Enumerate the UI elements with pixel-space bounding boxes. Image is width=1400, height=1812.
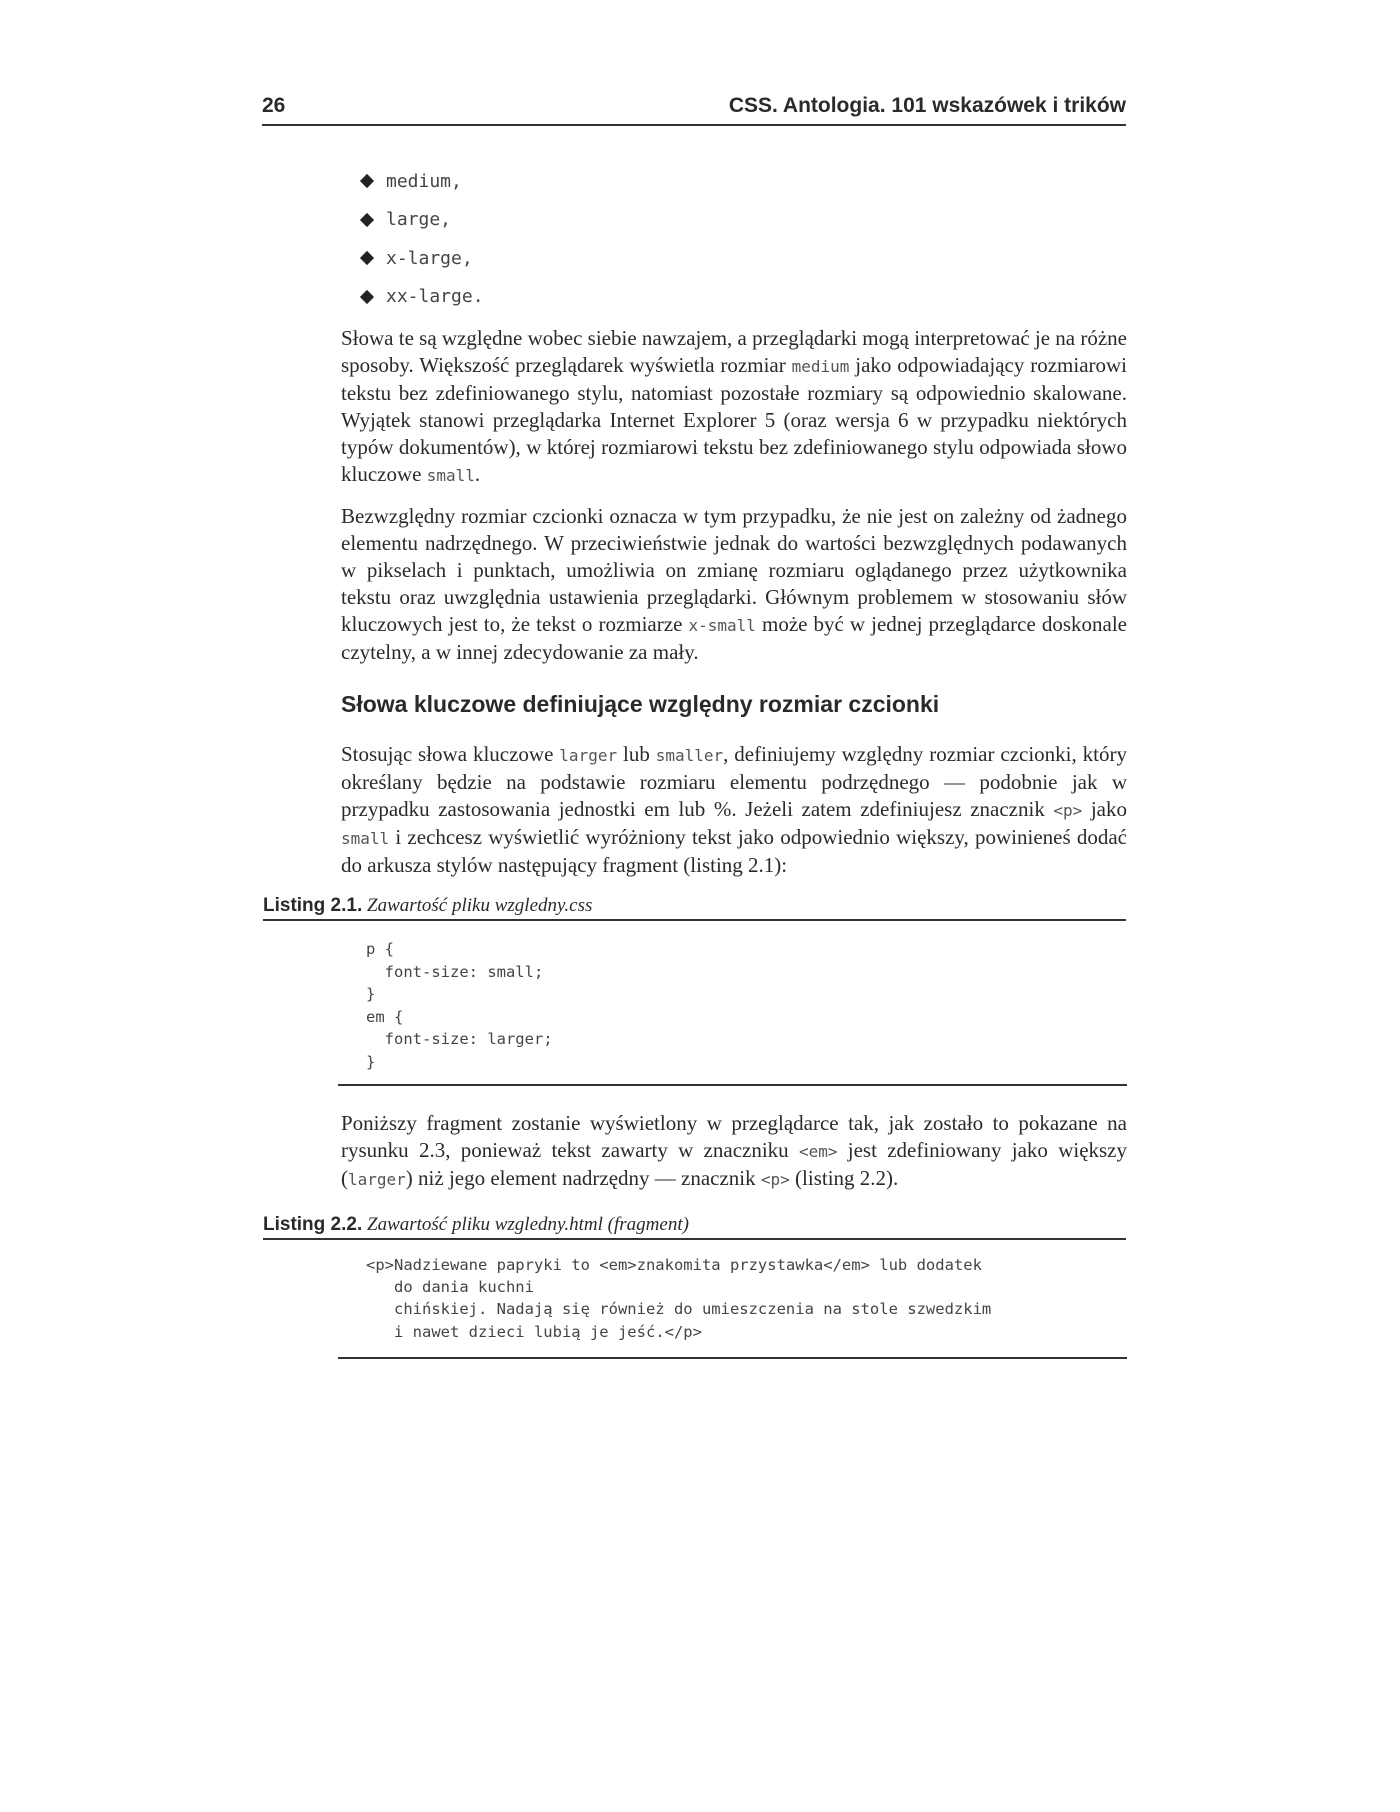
text-run: i zechcesz wyświetlić wyróżniony tekst jako odpowiednio większy, powinieneś dodać do arkusza stylów następujący fragment (listing 2.1): — [341, 825, 1127, 877]
list-item — [358, 278, 484, 317]
inline-code: small — [341, 829, 390, 848]
diamond-bullet-icon — [360, 251, 374, 265]
inline-code: smaller — [655, 746, 724, 765]
listing-number: Listing 2.2. — [263, 1214, 363, 1235]
book-title: CSS. Antologia. 101 wskazówek i trików — [728, 94, 1126, 117]
list-item — [358, 162, 484, 201]
text-run: Poniższy fragment zostanie wyświetlony w przeglądarce tak, jak zostało to pokazane na rysunku 2.3, ponieważ tekst zawarty w znaczniku — [341, 1111, 1127, 1162]
inline-code: larger — [348, 1170, 406, 1189]
listing-rule — [338, 1084, 1127, 1086]
paragraph-absolute-size — [341, 503, 1127, 666]
listing-rule — [338, 1357, 1127, 1359]
page-number: 26 — [262, 94, 286, 117]
text-run: lub — [617, 742, 656, 766]
text-run: , definiujemy względny rozmiar czcionki, który określany będzie na podstawie rozmiaru elementu podrzędnego — podobnie jak w przypadku zastosowania jednostki em lub %. Jeżeli zatem zdefiniujesz znacznik — [341, 742, 1127, 821]
list-item-text: xx-large. — [386, 286, 484, 308]
paragraph-larger-smaller — [341, 741, 1127, 879]
diamond-bullet-icon — [360, 213, 374, 227]
listing-description: Zawartość pliku wzgledny.html (fragment) — [367, 1214, 689, 1235]
list-item-text: medium, — [386, 170, 462, 192]
listing-caption — [263, 1214, 1126, 1240]
listing-number: Listing 2.1. — [263, 895, 363, 916]
inline-code: medium — [791, 357, 850, 376]
text-run: Słowa te są względne wobec siebie nawzajem, a przeglądarki mogą interpretować je na różne sposoby. Większość przeglądarek wyświetla rozmiar — [341, 326, 1127, 377]
keyword-list — [358, 162, 484, 316]
text-run: jako — [1082, 797, 1127, 821]
text-run: (listing 2.2). — [789, 1166, 899, 1190]
paragraph-example-intro — [341, 1110, 1127, 1193]
code-listing: p { font-size: small; } em { font-size: larger; } — [366, 940, 553, 1071]
listing-description: Zawartość pliku wzgledny.css — [367, 895, 593, 916]
list-item-text: large, — [386, 209, 452, 231]
inline-code: larger — [559, 746, 618, 765]
list-item — [358, 201, 484, 240]
paragraph-relative-keywords — [341, 325, 1127, 489]
inline-code: small — [426, 466, 475, 485]
diamond-bullet-icon — [360, 174, 374, 188]
code-listing: <p>Nadziewane papryki to <em>znakomita przystawka</em> lub dodatek do dania kuchni chińskiej. Nadają się również do umieszczenia na stole szwedzkim i nawet dzieci lubią je jeść.</p> — [366, 1256, 992, 1341]
inline-code: <p> — [1053, 801, 1083, 820]
list-item-text: x-large, — [386, 247, 473, 269]
section-heading: Słowa kluczowe definiujące względny rozmiar czcionki — [341, 691, 940, 717]
inline-code: <p> — [760, 1170, 790, 1189]
text-run: Stosując słowa kluczowe — [341, 742, 560, 766]
inline-code: <em> — [798, 1142, 838, 1161]
text-run: Bezwzględny rozmiar czcionki oznacza w tym przypadku, że nie jest on zależny od żadnego elementu nadrzędnego. W przeciwieństwie jednak do wartości bezwzględnych podawanych w pikselach i punktach, umożliwia on zmianę rozmiaru oglądanego przez użytkownika tekstu oraz uwzględnia ustawienia przeglądarki. Głównym problemem w stosowaniu słów kluczowych jest to, że tekst o rozmiarze — [341, 504, 1127, 636]
text-run: jest zdefiniowany jako większy ( — [341, 1138, 1128, 1190]
text-run: może być w jednej przeglądarce doskonale czytelny, a w innej zdecydowanie za mały. — [341, 612, 1128, 664]
listing-caption — [263, 895, 1126, 921]
running-header — [262, 94, 1126, 126]
text-run: jako odpowiadający rozmiarowi tekstu bez zdefiniowanego stylu, natomiast pozostałe rozmiary są odpowiednio skalowane. Wyjątek stanowi przeglądarka Internet Explorer 5 (oraz wersja 6 w przypadku niektórych typów dokumentów), w której rozmiarowi tekstu bez zdefiniowanego stylu odpowiada słowo kluczowe — [341, 353, 1128, 486]
list-item — [358, 239, 484, 278]
text-run: . — [474, 462, 481, 486]
diamond-bullet-icon — [360, 290, 374, 304]
inline-code: x-small — [688, 616, 756, 635]
text-run: ) niż jego element nadrzędny — znacznik — [405, 1166, 761, 1190]
